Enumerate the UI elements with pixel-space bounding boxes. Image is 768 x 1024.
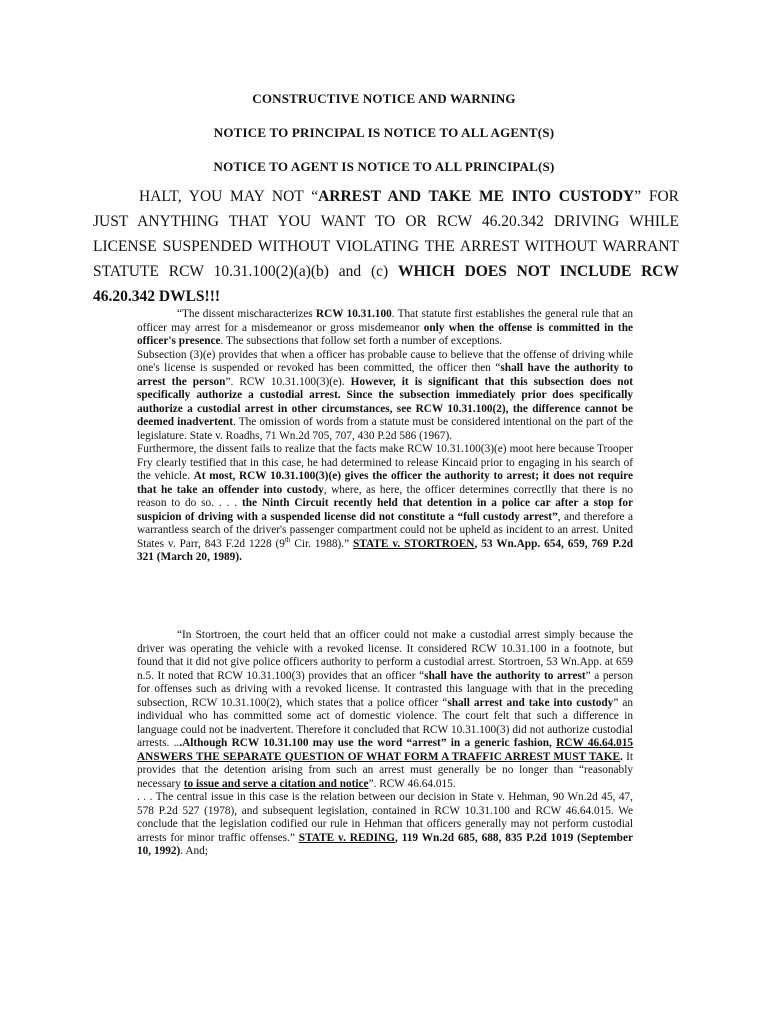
quote1-p3-text-4: Cir. 1988).”: [290, 537, 354, 550]
quote1-p3-bold-2: the Ninth Circuit recently held that detention in a police car after a stop for suspicion of driving with a suspended license did not constitute a “full custody arrest”: [137, 497, 633, 523]
quote2-p1-text-2: ” a person for offenses such as driving with a revoked license. It contrasted this language with that in the preceding subsection, RCW 10.31.100(2), which states that a police officer “: [137, 669, 634, 709]
quote1-p1-text-3: . The subsections that follow set forth a number of exceptions.: [220, 335, 503, 347]
quote2-p2-bold-citation: , 119 Wn.2d 685, 688, 835 P.2d 1019 (September 10, 1992): [137, 831, 633, 857]
case-citation-reding: STATE v. REDING: [298, 831, 395, 844]
quote1-paragraph-1: [137, 308, 633, 349]
quote2-p2-text-2: . And;: [180, 845, 208, 857]
quote2-p1-bold-3: .Although RCW 10.31.100 may use the word “arrest” in a generic fashion,: [179, 737, 557, 749]
quote2-p1-text-5: ”. RCW 46.64.015.: [368, 777, 456, 790]
title-constructive-notice: CONSTRUCTIVE NOTICE AND WARNING: [252, 91, 516, 106]
quote1-p1-bold-1: RCW 10.31.100: [315, 308, 392, 320]
heading-notice-to-agent: NOTICE TO AGENT IS NOTICE TO ALL PRINCIPAL(S): [213, 159, 555, 174]
underlined-traffic-arrest-statement: RCW 46.64.015 ANSWERS THE SEPARATE QUESTION OF WHAT FORM A TRAFFIC ARREST MUST TAKE: [137, 737, 634, 763]
quote2-p2-text-1: . . . The central issue in this case is the relation between our decision in State v. Hehman, 90 Wn.2d 45, 47, 578 P.2d 527 (1978), and subsequent legislation, contained in RCW 10.31.100 and RCW 46.64.015. We conclude that the legislation codified our rule in Hehman that officers generally may not perform custodial arrests for minor traffic offenses.”: [137, 791, 633, 844]
heading-notice-to-principal: NOTICE TO PRINCIPAL IS NOTICE TO ALL AGENT(S): [213, 125, 555, 140]
intro-bold-custody: ARREST AND TAKE ME INTO CUSTODY: [318, 188, 635, 205]
intro-text-1: HALT, YOU MAY NOT “: [139, 188, 319, 205]
quote1-p3-text-1: Furthermore, the dissent fails to realize that the facts make RCW 10.31.100(3)(e) moot here because Trooper Fry clearly testified that in this case, he had determined to release Kincaid prior to engaging in his search of the vehicle.: [137, 443, 633, 482]
quote2-p1-bold-1: shall have the authority to arrest: [424, 669, 586, 682]
quote1-p1-bold-2: only when the offense is committed in the officer's presence: [137, 321, 633, 347]
halt-warning-paragraph: [93, 184, 679, 309]
quote1-p1-text-1: “The dissent mischaracterizes: [177, 308, 316, 320]
quote2-p1-bold-2: shall arrest and take into custody: [447, 696, 614, 709]
quote1-p2-text-1: Subsection (3)(e) provides that when a officer has probable cause to believe that the offense of driving while one's license is suspended or revoked has been committed, the officer then “: [137, 348, 633, 374]
quote2-paragraph-1: [137, 629, 633, 791]
quote2-p1-text-3: ” an individual who has committed some act of domestic violence. The court felt that such a difference in language could not be inadvertent. Therefore it concluded that RCW 10.31.100(3) did not authorize custodial arrests. ..: [137, 696, 633, 749]
quote1-p2-bold-1: shall have the authority to arrest the person: [137, 362, 633, 388]
quote1-p3-text-2: , where, as here, the officer determines correctlly that there is no reason to do so. . . .: [137, 483, 634, 509]
quote1-p1-text-2: . That statute first establishes the general rule that an officer may arrest for a misdemeanor or gross misdemeanor: [137, 308, 634, 334]
quote2-p1-text-4: It provides that the detention arising from such an arrest must generally be no longer than “reasonably necessary: [137, 750, 633, 790]
quote1-paragraph-2: [137, 349, 633, 444]
case-citation-stortroen: STATE v. STORTROEN: [353, 537, 475, 550]
quote2-p1-bold-period: .: [620, 750, 623, 763]
intro-text-2: ” FOR JUST ANYTHING THAT YOU WANT TO OR RCW 46.20.342 DRIVING WHILE LICENSE SUSPENDED WITHOUT VIOLATING THE ARREST WITHOUT WARRANT STATUTE RCW 10.31.100(2)(a)(b) and (c): [93, 188, 679, 280]
quote1-p2-bold-2: However, it is significant that this subsection does not specifically authorize a custodial arrest. Since the subsection immediately prior does specifically authorize a custodial arrest in other circumstances, see RCW 10.31.100(2), the difference cannot be deemed inadvertent: [137, 375, 633, 428]
reding-quote-block: [137, 629, 633, 859]
quote2-paragraph-2: [137, 791, 633, 859]
quote1-paragraph-3: [137, 443, 633, 565]
quote1-p2-text-3: . The omission of words from a statute must be considered intentional on the part of the legislature. State v. Roadhs, 71 Wn.2d 705, 707, 430 P.2d 586 (1967).: [137, 416, 633, 442]
underlined-citation-and-notice: to issue and serve a citation and notice: [183, 777, 369, 790]
stortroen-quote-block: [137, 308, 633, 565]
intro-bold-dwls: WHICH DOES NOT INCLUDE RCW 46.20.342 DWLS!!!: [93, 263, 679, 305]
quote2-p1-text-1: “In Stortroen, the court held that an officer could not make a custodial arrest simply because the driver was operating the vehicle with a revoked license. It considered RCW 10.31.100 in a footnote, but found that it did not give police officers authority to perform a custodial arrest. Stortroen, 53 Wn.App. at 659 n.5. It noted that RCW 10.31.100(3) provides that an officer “: [137, 629, 633, 682]
quote1-p3-superscript: th: [284, 535, 291, 544]
quote1-p3-bold-citation: , 53 Wn.App. 654, 659, 769 P.2d 321 (March 20, 1989).: [137, 537, 634, 563]
quote1-p2-text-2: ”. RCW 10.31.100(3)(e).: [225, 375, 351, 388]
quote1-p3-bold-1: At most, RCW 10.31.100(3)(e) gives the officer the authority to arrest; it does not require that he take an offender into custody: [137, 470, 634, 496]
quote1-p3-text-3: , and therefore a warrantless search of the driver's passenger compartment could not be upheld as incident to an arrest. United States v. Parr, 843 F.2d 1228 (9: [137, 510, 633, 550]
